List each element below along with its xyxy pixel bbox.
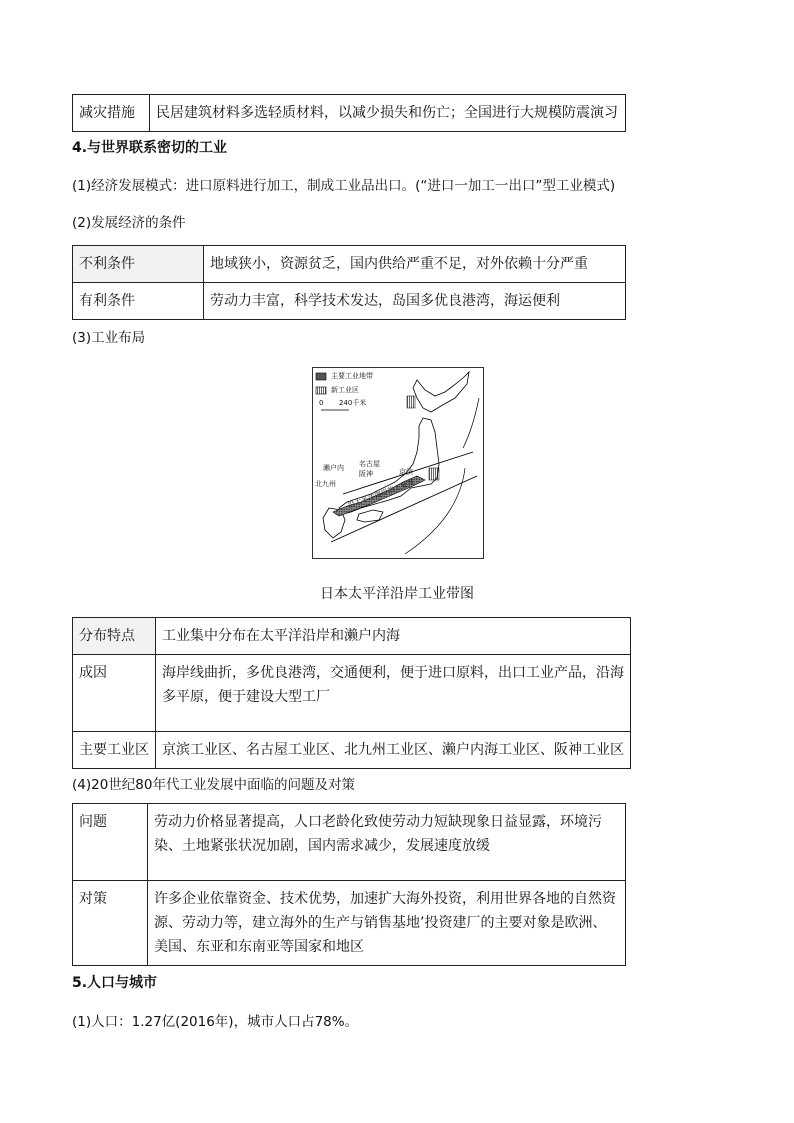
- row-label: 问题: [73, 804, 148, 881]
- row-value: 劳动力价格显著提高，人口老龄化致使劳动力短缺现象日益显露，环境污染、土地紧张状况加剧，国内需求减少，发展速度放缓: [148, 804, 626, 881]
- row-label: 对策: [73, 881, 148, 966]
- label-nagoya: 名古屋: [359, 460, 380, 468]
- legend-new-label: 新工业区: [331, 386, 359, 394]
- map-drawing: [313, 368, 483, 558]
- paragraph-population: (1)人口：1.27亿(2016年)，城市人口占78%。: [72, 1014, 359, 1030]
- table-row: [73, 655, 631, 732]
- label-pacific-belt: 沿太平洋南岸的工业带: [347, 478, 416, 510]
- row-value: 工业集中分布在太平洋沿岸和濑户内海: [156, 618, 631, 655]
- legend-new-swatch: [316, 387, 326, 394]
- label-keihin: 京滨: [399, 468, 413, 476]
- paragraph-problems: (4)20世纪80年代工业发展中面临的问题及对策: [72, 777, 355, 793]
- table-row: [73, 618, 631, 655]
- row-label: 成因: [73, 655, 156, 732]
- table-row: [73, 804, 626, 881]
- label-setonaikai: 濑户内: [323, 464, 344, 472]
- section-4-heading: 4.与世界联系密切的工业: [72, 140, 228, 156]
- table-row: [73, 732, 631, 769]
- japan-industrial-map: [312, 367, 484, 559]
- label-hanshin: 阪神: [359, 470, 373, 478]
- paragraph-conditions: (2)发展经济的条件: [72, 215, 186, 231]
- problems-table: [72, 803, 626, 966]
- table-row: [73, 881, 626, 966]
- new-zone-tohoku: [407, 396, 415, 408]
- legend-main-label: 主要工业地带: [331, 372, 373, 380]
- row-label: 分布特点: [73, 618, 156, 655]
- row-value: 劳动力丰富，科学技术发达，岛国多优良港湾，海运便利: [204, 283, 626, 320]
- hokkaido-island: [413, 372, 469, 412]
- row-label: 主要工业区: [73, 732, 156, 769]
- figure-caption: 日本太平洋沿岸工业带图: [320, 586, 474, 602]
- row-label: 不利条件: [73, 246, 204, 283]
- row-value: 海岸线曲折，多优良港湾，交通便利，便于进口原料，出口工业产品，沿海多平原，便于建设大型工厂: [156, 655, 631, 732]
- legend-main-swatch: [316, 373, 326, 380]
- table-row: [73, 95, 626, 132]
- row-value: 京滨工业区、名古屋工业区、北九州工业区、濑户内海工业区、阪神工业区: [156, 732, 631, 769]
- disaster-table: [72, 94, 626, 132]
- table-row: [73, 246, 626, 283]
- row-value: 地域狭小，资源贫乏，国内供给严重不足，对外依赖十分严重: [204, 246, 626, 283]
- new-zone-kanto: [429, 468, 439, 480]
- industrial-layout-table: [72, 617, 631, 769]
- row-value: 民居建筑材料多选轻质材料，以减少损失和伤亡；全国进行大规模防震演习: [150, 95, 626, 132]
- row-label: 有利条件: [73, 283, 204, 320]
- scale-label: 0 240千米: [319, 399, 367, 407]
- paragraph-layout: (3)工业布局: [72, 330, 146, 346]
- label-kitakyushu: 北九州: [315, 480, 336, 488]
- paragraph-economic-model: (1)经济发展模式：进口原料进行加工，制成工业品出口。(“进口一加工一出口”型工业模式): [72, 178, 616, 194]
- section-5-heading: 5.人口与城市: [72, 975, 158, 991]
- row-value: 许多企业依靠资金、技术优势，加速扩大海外投资，利用世界各地的自然资源、劳动力等，建立海外的生产与销售基地’投资建厂的主要对象是欧洲、美国、东亚和东南亚等国家和地区: [148, 881, 626, 966]
- conditions-table: [72, 245, 626, 320]
- table-row: [73, 283, 626, 320]
- row-label: 减灾措施: [73, 95, 150, 132]
- trench-arc-north: [463, 398, 479, 448]
